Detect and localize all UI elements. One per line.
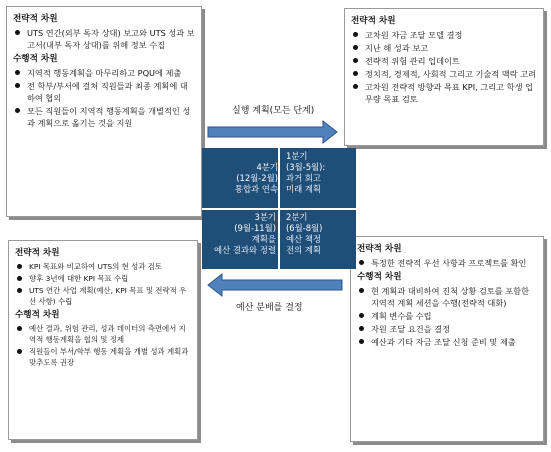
list-item: 지역적 행동계획을 마무리하고 PQU에 제출 <box>13 67 195 79</box>
heading-strategic: 전략적 차원 <box>357 244 402 254</box>
arrow-top-label: 실행 계획(모든 단계) <box>232 106 315 116</box>
bullet-icon <box>15 108 20 113</box>
quarter-cycle-block <box>202 148 356 269</box>
bullet-icon <box>15 70 20 75</box>
list-item: 고차원 전략적 방향과 목표 KPI, 그리고 학생 업무량 목표 검토 <box>351 81 537 105</box>
list-item: 직원들이 부서/학부 행동 계획을 개별 성과 계획과 맞추도록 권장 <box>15 346 191 368</box>
box-bottom-right <box>350 236 544 442</box>
list-item: KPI 목표와 비교하여 UTS의 현 성과 검토 <box>15 261 191 272</box>
box-bottom-left <box>8 240 198 440</box>
list-item: UTS 연간 사업 계획(예산, KPI 목표 및 전략적 우선 사항) 수립 <box>15 285 191 307</box>
list-strategic <box>357 257 537 269</box>
heading-strategic: 전략적 차원 <box>351 16 396 26</box>
box-top-right <box>344 8 544 146</box>
list-strategic <box>15 261 191 307</box>
bullet-icon <box>353 32 358 37</box>
heading-operational: 수행적 차원 <box>13 54 58 64</box>
bullet-icon <box>17 276 22 281</box>
list-item: 고차원 자금 조달 모델 결정 <box>351 29 537 41</box>
bullet-icon <box>17 326 22 331</box>
bullet-icon <box>359 326 364 331</box>
list-item: 전략적 위험 관리 업데이트 <box>351 55 537 67</box>
arrow-bottom-label: 예산 분배를 결정 <box>236 303 303 313</box>
list-item: 자원 조달 요건을 결정 <box>357 323 537 335</box>
list-strategic <box>13 27 195 51</box>
bullet-icon <box>353 45 358 50</box>
bullet-icon <box>353 84 358 89</box>
quarter-3: 3분기 (9월-11월) 계획을 예산 결과와 정렬 <box>214 212 276 255</box>
arrow-right-icon <box>208 121 337 143</box>
bullet-icon <box>17 264 22 269</box>
bullet-icon <box>17 288 22 293</box>
arrow-left-icon <box>208 274 342 296</box>
list-item: 정치적, 경제적, 사회적 그리고 기술적 맥락 고려 <box>351 68 537 80</box>
list-item: 지난 해 성과 보고 <box>351 42 537 54</box>
bullet-icon <box>359 339 364 344</box>
list-item: 특정한 전략적 우선 사항과 프로젝트를 확인 <box>357 257 537 269</box>
list-item: 계획 변수를 수립 <box>357 310 537 322</box>
bullet-icon <box>15 30 20 35</box>
bullet-icon <box>353 58 358 63</box>
quarter-4: 4분기 (12월-2월) 통합과 연속 <box>234 162 278 194</box>
list-item: 예산과 기타 자금 조달 신청 준비 및 제출 <box>357 336 537 348</box>
list-operational <box>357 285 537 348</box>
list-item: 전 학부/부서에 걸쳐 직원들과 최종 계획에 대하여 협의 <box>13 80 195 104</box>
list-item: 현 계획과 대비하여 진척 상황 검토를 포함한 지역적 계획 세션을 수행(전략적 대화) <box>357 285 537 309</box>
heading-operational: 수행적 차원 <box>357 272 402 282</box>
list-item: 예산 결과, 위험 관리, 성과 데이터의 측면에서 지역적 행동계획을 협의 및 정제 <box>15 323 191 345</box>
quarter-1: 1분기 (3월-5월): 과거 회고 미래 계획 <box>286 151 326 194</box>
box-top-left <box>6 6 202 217</box>
heading-strategic: 전략적 차원 <box>15 248 60 258</box>
bullet-icon <box>17 349 22 354</box>
list-strategic <box>351 29 537 105</box>
list-item: 모든 직원들이 지역적 행동계획을 개별적인 성과 계획으로 옮기는 것을 지원 <box>13 105 195 129</box>
bullet-icon <box>353 71 358 76</box>
heading-operational: 수행적 차원 <box>15 310 60 320</box>
quarter-2: 2분기 (6월-8월) 예산 책정 전의 계획 <box>286 212 323 255</box>
bullet-icon <box>15 83 20 88</box>
divider-horizontal <box>202 208 356 210</box>
bullet-icon <box>359 313 364 318</box>
bullet-icon <box>359 288 364 293</box>
list-operational <box>13 67 195 129</box>
list-operational <box>15 323 191 368</box>
list-item: 향후 3년에 대한 KPI 목표 수립 <box>15 273 191 284</box>
heading-strategic: 전략적 차원 <box>13 14 58 24</box>
list-item: UTS 연간(외부 독자 상대) 보고와 UTS 성과 보고서(내부 독자 상대)를 위해 정보 수집 <box>13 27 195 51</box>
bullet-icon <box>359 260 364 265</box>
